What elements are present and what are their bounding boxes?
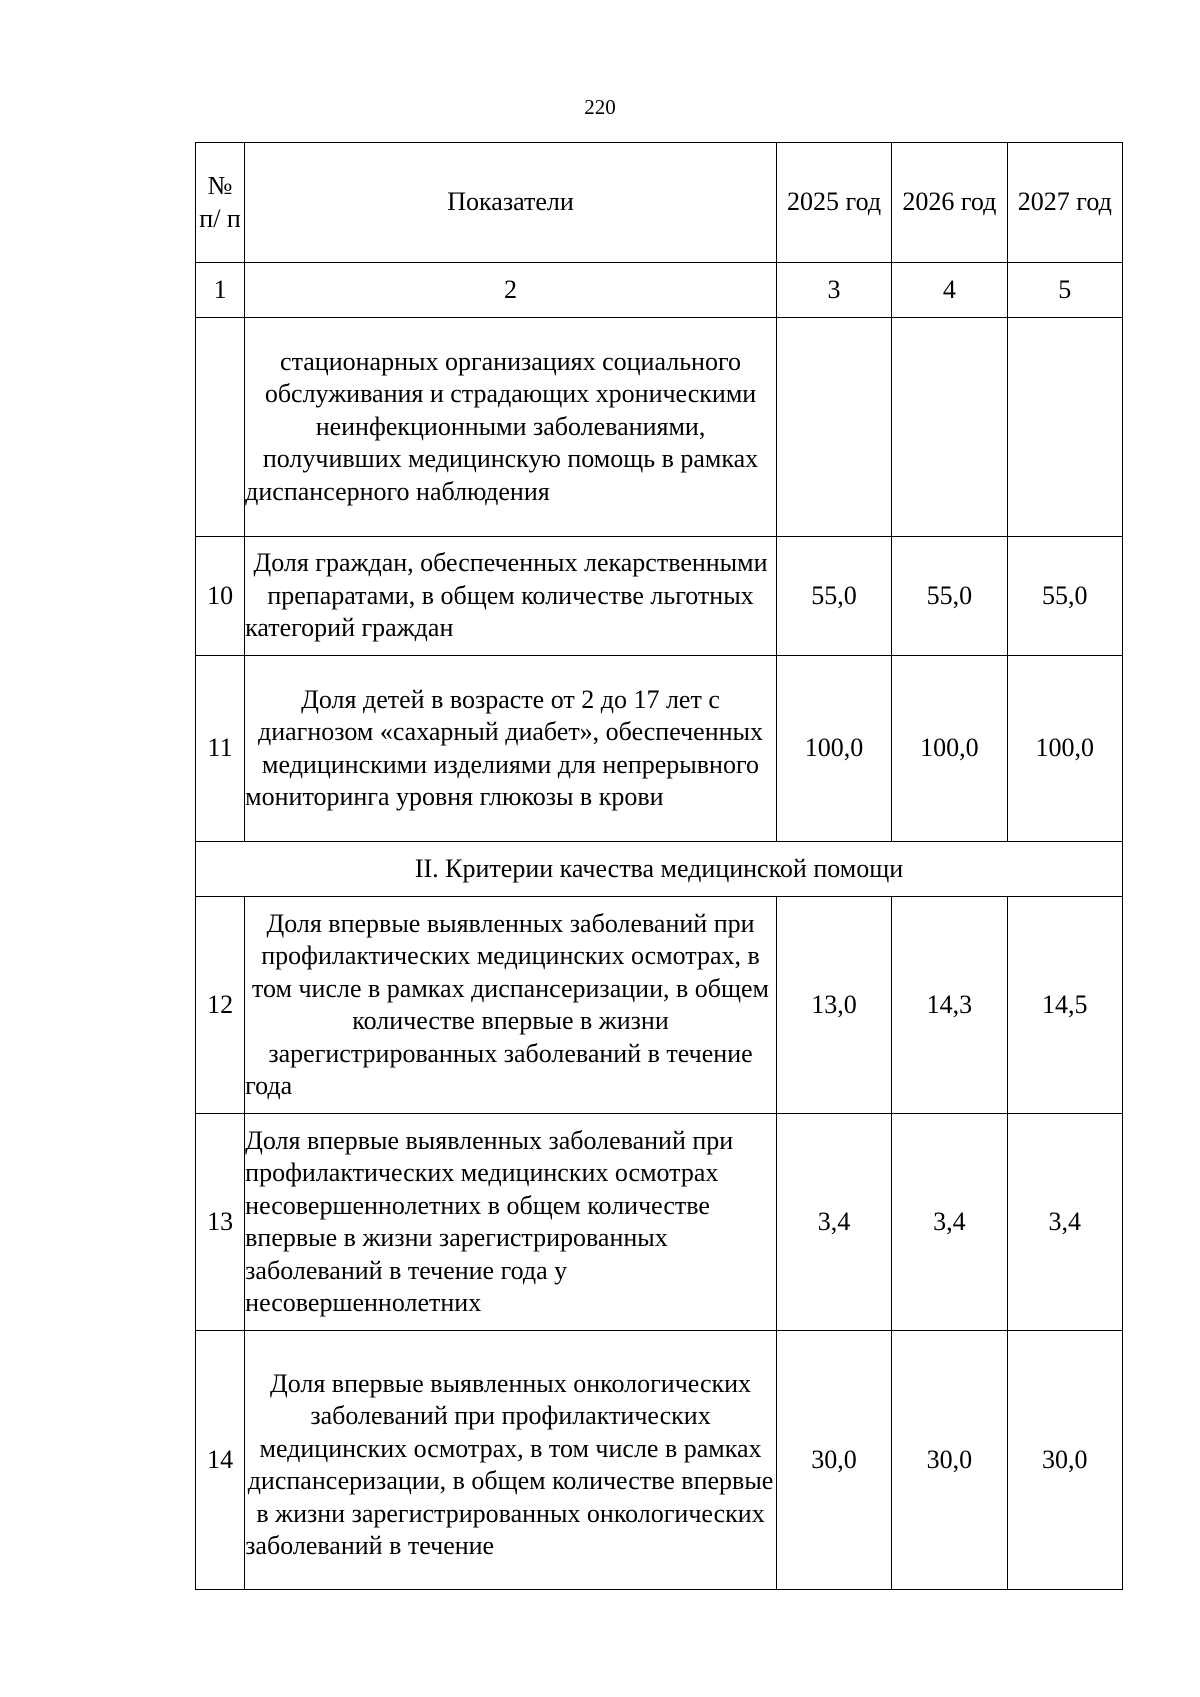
indicator-text: Доля детей в возрасте от 2 до 17 лет с диагнозом «сахарный диабет», обеспеченных медицинскими изделиями для непрерывного мониторинга уровня глюкозы в крови <box>245 656 777 842</box>
row-number: 14 <box>196 1331 245 1590</box>
table-row <box>196 1114 1123 1331</box>
column-number-row <box>196 263 1123 318</box>
value-2027: 14,5 <box>1007 897 1122 1114</box>
column-number-2: 2 <box>245 263 777 318</box>
header-2025-cell <box>776 143 891 263</box>
header-2026-cell <box>892 143 1007 263</box>
criteria-table <box>195 142 1123 1590</box>
value-2025: 3,4 <box>776 1114 891 1331</box>
row-number <box>196 318 245 537</box>
table-row <box>196 897 1123 1114</box>
value-2026: 100,0 <box>892 656 1007 842</box>
header-2025: 2025 год <box>787 187 882 217</box>
indicator-text: Доля впервые выявленных заболеваний при профилактических медицинских осмотрах, в том числе в рамках диспансеризации, в общем количестве впервые в жизни зарегистрированных заболеваний в течение года <box>245 897 777 1114</box>
header-2026: 2026 год <box>902 187 997 217</box>
indicator-text: Доля граждан, обеспеченных лекарственными препаратами, в общем количестве льготных категорий граждан <box>245 537 777 656</box>
column-number-1: 1 <box>196 263 245 318</box>
row-number: 10 <box>196 537 245 656</box>
value-2026: 14,3 <box>892 897 1007 1114</box>
header-2027: 2027 год <box>1017 187 1112 217</box>
value-2026: 55,0 <box>892 537 1007 656</box>
value-2025 <box>776 318 891 537</box>
value-2025: 13,0 <box>776 897 891 1114</box>
table-row <box>196 318 1123 537</box>
value-2027: 55,0 <box>1007 537 1122 656</box>
header-indicator-cell <box>245 143 777 263</box>
value-2027: 100,0 <box>1007 656 1122 842</box>
value-2026 <box>892 318 1007 537</box>
header-number-cell <box>196 143 245 263</box>
value-2025: 55,0 <box>776 537 891 656</box>
table-row <box>196 656 1123 842</box>
row-number: 12 <box>196 897 245 1114</box>
header-indicator: Показатели <box>447 187 574 217</box>
header-2027-cell <box>1007 143 1122 263</box>
section-title: II. Критерии качества медицинской помощи <box>196 842 1123 897</box>
column-number-4: 4 <box>892 263 1007 318</box>
value-2026: 3,4 <box>892 1114 1007 1331</box>
section-row <box>196 842 1123 897</box>
value-2027 <box>1007 318 1122 537</box>
row-number: 13 <box>196 1114 245 1331</box>
indicator-text: Доля впервые выявленных заболеваний при профилактических медицинских осмотрах несовершеннолетних в общем количестве впервые в жизни зарегистрированных заболеваний в течение года у несовершеннолетних <box>245 1114 777 1331</box>
header-number: № п/ п <box>199 171 241 233</box>
table-row <box>196 1331 1123 1590</box>
value-2025: 100,0 <box>776 656 891 842</box>
column-number-3: 3 <box>776 263 891 318</box>
value-2026: 30,0 <box>892 1331 1007 1590</box>
table-header-row <box>196 143 1123 263</box>
value-2027: 3,4 <box>1007 1114 1122 1331</box>
indicator-text: стационарных организациях социального обслуживания и страдающих хроническими неинфекционными заболеваниями, получивших медицинскую помощь в рамках диспансерного наблюдения <box>245 318 777 537</box>
value-2025: 30,0 <box>776 1331 891 1590</box>
page-number: 220 <box>584 95 616 119</box>
row-number: 11 <box>196 656 245 842</box>
indicator-text: Доля впервые выявленных онкологических заболеваний при профилактических медицинских осмотрах, в том числе в рамках диспансеризации, в общем количестве впервые в жизни зарегистрированных онкологических заболеваний в течение <box>245 1331 777 1590</box>
value-2027: 30,0 <box>1007 1331 1122 1590</box>
table-row <box>196 537 1123 656</box>
column-number-5: 5 <box>1007 263 1122 318</box>
